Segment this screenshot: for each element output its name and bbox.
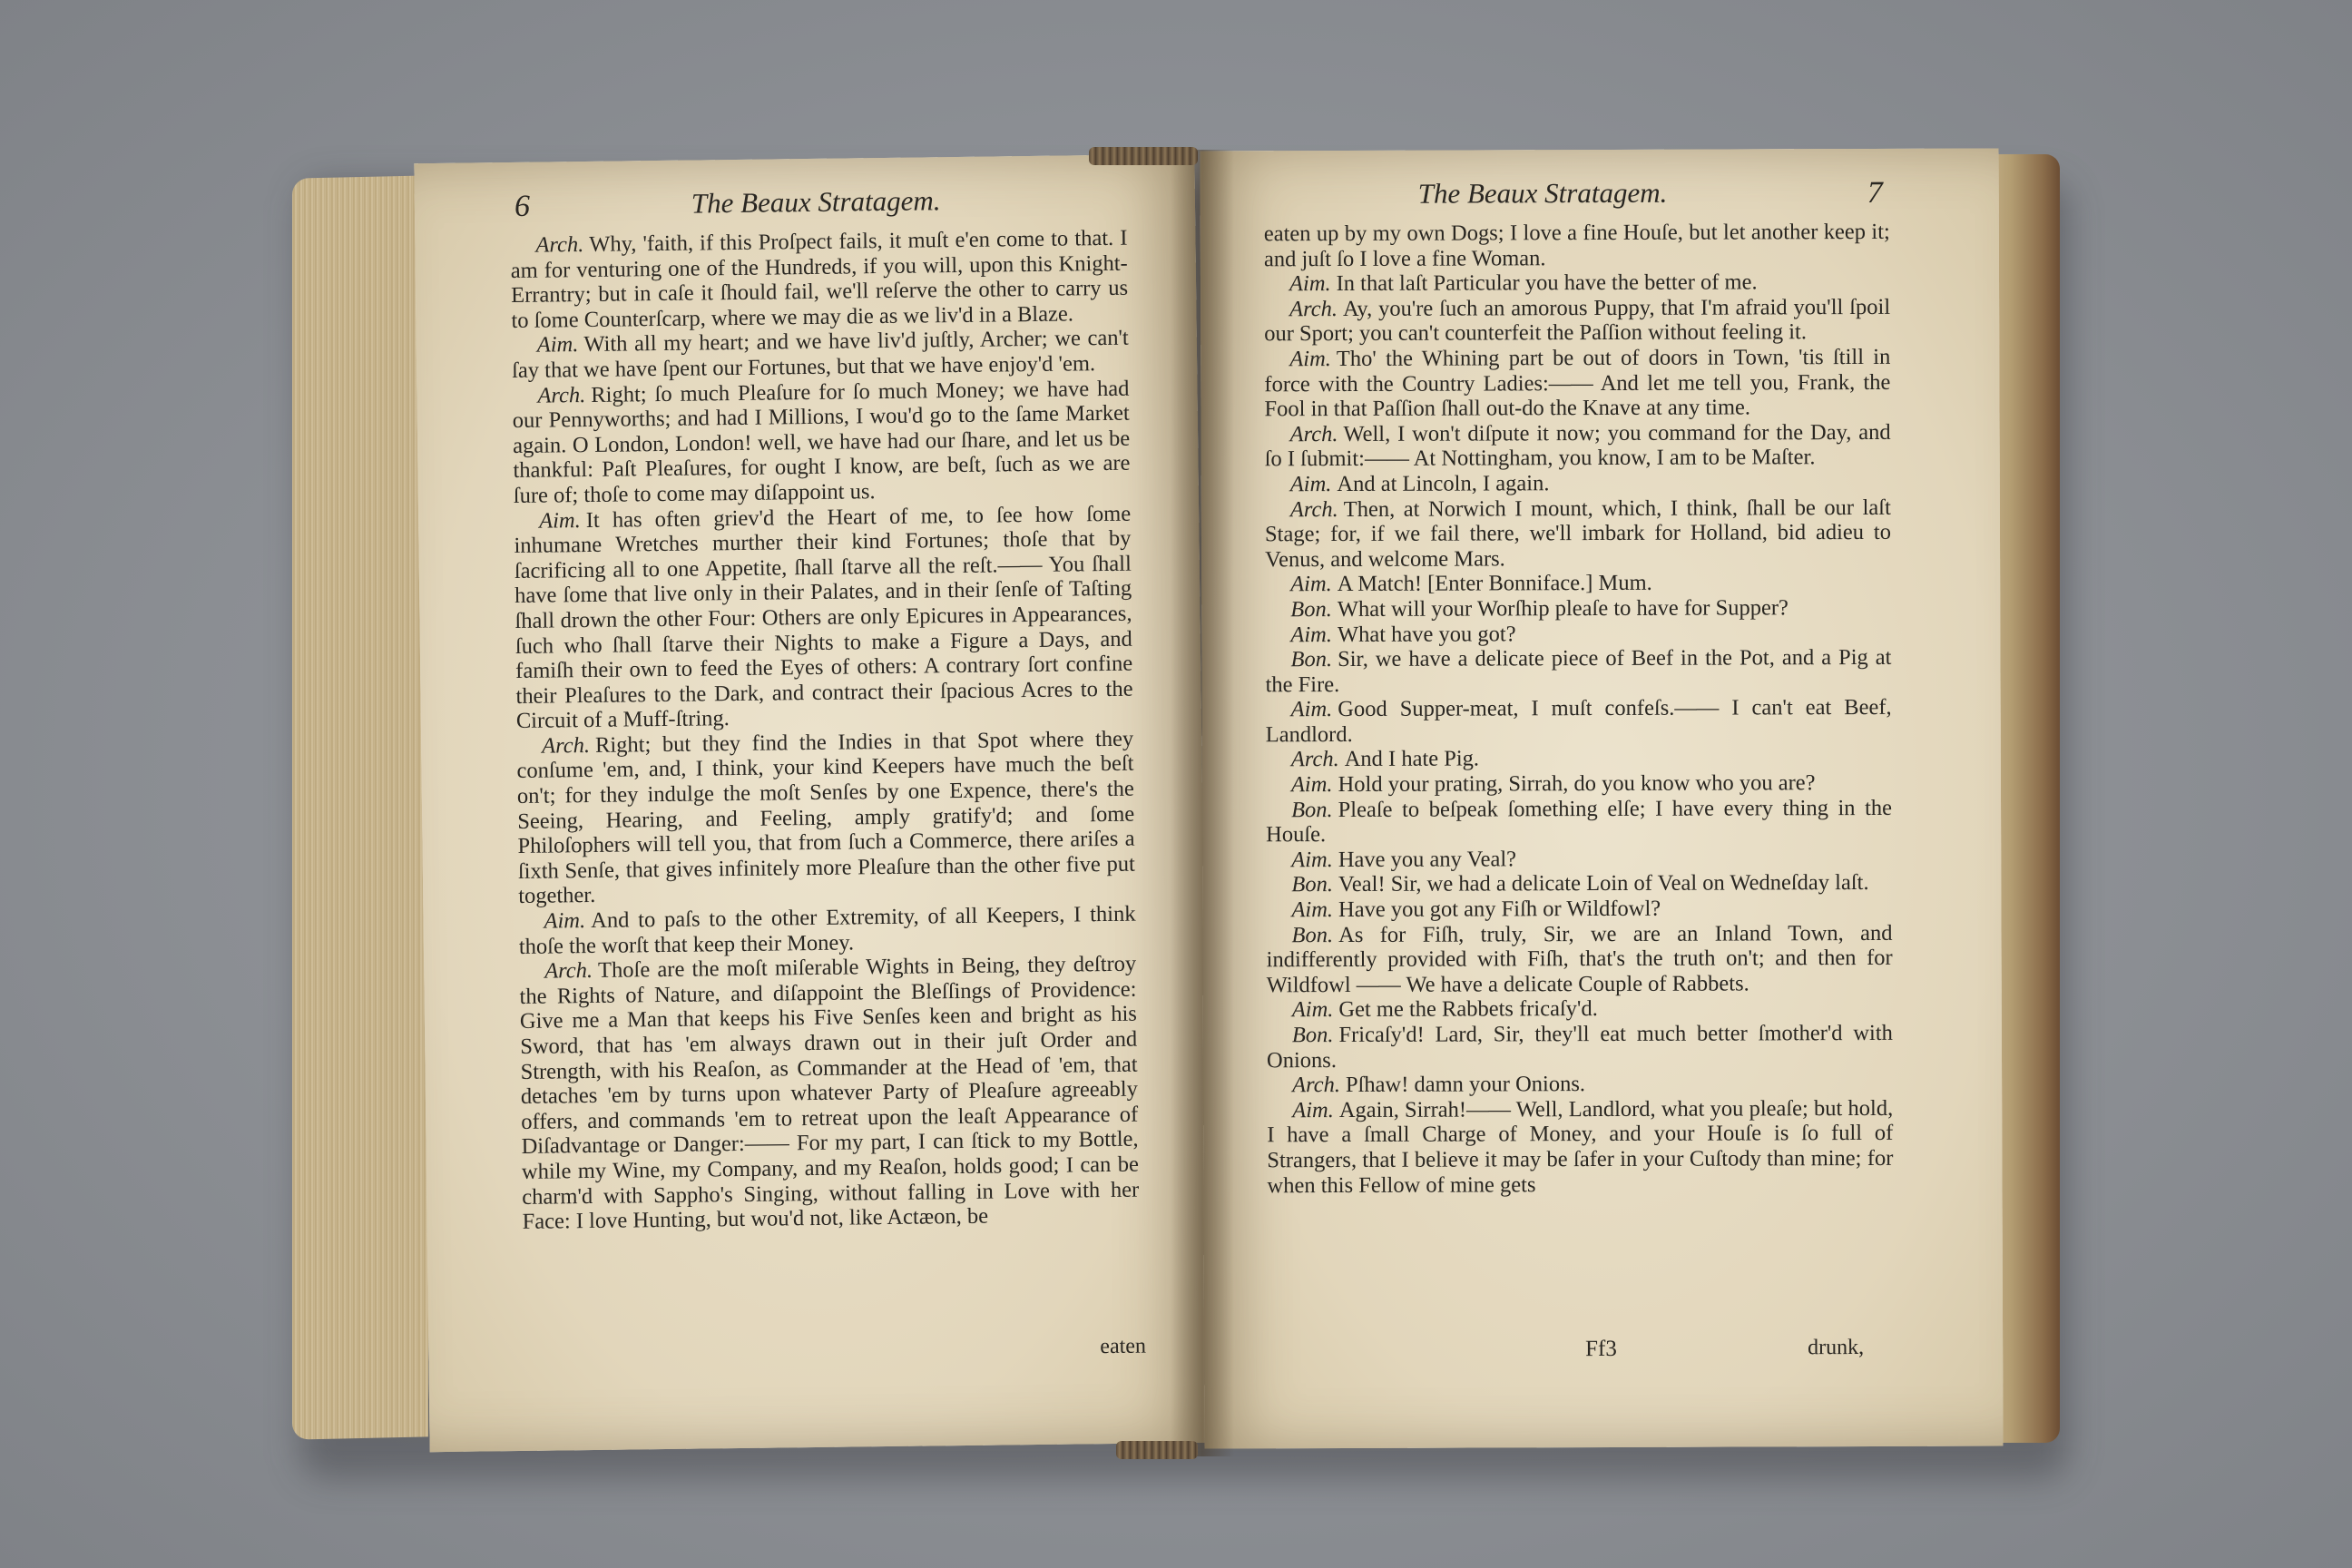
speech-text: Have you any Veal?	[1338, 847, 1517, 872]
speaker-name: Aim.	[1291, 847, 1333, 873]
left-page-edges	[292, 175, 428, 1439]
speech-text: And to paſs to the other Extremity, of all Keepers, I think thoſe the worſt that keep their Money.	[518, 901, 1136, 959]
dialogue-paragraph	[1266, 695, 1892, 748]
running-head	[1200, 175, 1999, 214]
speech-text: Tho' the Whining part be out of doors in Town, 'tis ſtill in force with the Country Ladies:—— And let me tell you, Frank, the Fool in that Paſſion ſhall out-do the Knave at any time.	[1264, 344, 1891, 422]
speaker-name: Aim.	[1290, 622, 1333, 647]
headband	[1089, 147, 1198, 165]
speaker-name: Bon.	[1290, 797, 1333, 822]
speaker-name: Arch.	[535, 232, 584, 258]
continued-text: eaten up by my own Dogs; I love a fine Houſe, but let another keep it; and juſt ſo I love a fine Woman.	[1263, 219, 1890, 271]
speaker-name: Aim.	[536, 332, 579, 358]
right-page	[1200, 148, 2004, 1448]
speech-text: Again, Sirrah!—— Well, Landlord, what you pleaſe; but hold, I have a ſmall Charge of Money, and your Houſe is ſo full of Strangers, that I believe it may be ſafer in your Cuſtody than mine; for when this Fellow of mine gets	[1267, 1095, 1894, 1198]
dialogue-paragraph	[514, 501, 1133, 734]
speech-text: Get me the Rabbets fricaſy'd.	[1338, 996, 1598, 1023]
dialogue-paragraph	[1266, 846, 1892, 873]
speaker-name: Arch.	[1292, 1073, 1340, 1098]
speech-text: Pleaſe to beſpeak ſomething elſe; I have every thing in the Houſe.	[1266, 795, 1893, 848]
speaker-name: Aim.	[1291, 997, 1334, 1023]
speaker-name: Aim.	[1290, 772, 1333, 798]
signature-mark: Ff3	[1585, 1336, 1617, 1362]
speaker-name: Arch.	[542, 732, 591, 759]
speech-text: What have you got?	[1337, 621, 1516, 647]
speech-text: And I hate Pig.	[1344, 746, 1480, 772]
dialogue-paragraph	[1265, 645, 1891, 698]
dialogue-paragraph	[1267, 1071, 1893, 1098]
dialogue-paragraph	[1265, 620, 1891, 647]
speaker-name: Arch.	[1290, 747, 1339, 772]
speech-text: Fricaſy'd! Lard, Sir, they'll eat much better ſmother'd with Onions.	[1266, 1020, 1893, 1073]
speaker-name: Aim.	[1289, 347, 1331, 372]
dialogue-paragraph	[1266, 796, 1892, 848]
speech-text: In that laſt Particular you have the better of me.	[1336, 270, 1758, 297]
tailband	[1116, 1441, 1198, 1459]
dialogue-paragraph	[1267, 1021, 1893, 1073]
speaker-name: Bon.	[1290, 647, 1333, 672]
page-number: 6	[514, 189, 531, 223]
speech-text: Well, I won't diſpute it now; you command for the Day, and ſo I ſubmit:—— At Nottingham, you know, I am to be Maſter.	[1264, 419, 1891, 472]
speaker-name: Aim.	[1290, 572, 1332, 597]
speaker-name: Arch.	[544, 958, 593, 984]
left-body-text	[510, 226, 1139, 1235]
speech-text: Have you got any Fiſh or Wildfowl?	[1338, 896, 1661, 923]
speaker-name: Arch.	[1289, 296, 1338, 321]
dialogue-paragraph	[1266, 870, 1892, 897]
dialogue-paragraph	[510, 226, 1128, 334]
speaker-name: Bon.	[1290, 596, 1332, 622]
dialogue-paragraph	[1267, 995, 1893, 1023]
speaker-name: Aim.	[1292, 1097, 1334, 1122]
speech-text: Thoſe are the moſt miſerable Wights in Being, they deſtroy the Rights of Nature, and diſappoint the Bleſſings of Providence: Give me a Man that keeps his Five Senſes keen and bright as his Sword, that has 'em always drawn out in their juſt Order and Strength, with his Reaſon, as Commander at the Head of 'em, that detaches 'em by turns upon whatever Party of Pleaſure agreeably offers, and commands 'em to retreat upon the leaſt Appearance of Diſadvantage or Danger:—— For my part, I can ſtick to my Bottle, while my Wine, my Company, and my Reaſon, holds good; I can be charm'd with Sappho's Singing, without falling in Love with her Face: I love Hunting, but wou'd not, like Actæon, be	[519, 951, 1140, 1235]
speech-text: Sir, we have a delicate piece of Beef in the Pot, and a Pig at the Fire.	[1265, 644, 1892, 697]
speaker-name: Arch.	[537, 382, 586, 408]
speaker-name: Aim.	[1289, 271, 1331, 297]
dialogue-paragraph	[1265, 495, 1891, 572]
speech-text: Right; ſo much Pleaſure for ſo much Money; we have had our Pennyworths; and had I Millions, I wou'd go to the ſame Market again. O London, London! well, we have had our ſhare, and let us be thankful: Paſt Pleaſures, for ought I know, are beſt, ſuch as we are ſure of; thoſe to come may diſappoint us.	[512, 376, 1131, 508]
speech-text: Why, 'faith, if this Proſpect fails, it muſt e'en come to that. I am for venturing one of the Hundreds, if you will, upon this Knight-Errantry; but in caſe it ſhould fail, we'll reſerve the other to carry us to ſome Counterſcarp, where we may die as we liv'd in a Blaze.	[510, 225, 1129, 333]
running-title: The Beaux Stratagem.	[1417, 176, 1668, 210]
speech-text: Pſhaw! damn your Onions.	[1345, 1072, 1586, 1098]
dialogue-paragraph	[516, 727, 1135, 909]
speech-text: With all my heart; and we have liv'd juſtly, Archer; we can't ſay that we have ſpent our Fortunes, but that we have enjoy'd 'em.	[511, 326, 1129, 383]
page-number: 7	[1867, 175, 1883, 210]
speech-text: A Match! [Enter Bonniface.] Mum.	[1337, 571, 1652, 597]
speech-text: Good Supper-meat, I muſt confeſs.—— I can't eat Beef, Landlord.	[1265, 695, 1892, 748]
left-page	[414, 154, 1210, 1452]
dialogue-paragraph	[519, 952, 1140, 1235]
speech-text: Veal! Sir, we had a delicate Loin of Veal on Wedneſday laſt.	[1338, 870, 1869, 897]
speaker-name: Aim.	[539, 507, 581, 534]
dialogue-paragraph	[512, 376, 1131, 508]
speech-text: It has often griev'd the Heart of me, to ſee how ſome inhumane Wretches murther their kind Fortunes; thoſe that by ſacrificing all to one Appetite, ſhall ſtarve all the reſt.—— You ſhall have ſome that live only in their Palates, and in their ſenſe of Taſting ſhall drown the other Four: Others are only Epicures in Appearances, ſuch who ſhall ſtarve their Nights to make a Figure a Days, and famiſh their own to feed the Eyes of others: A contrary ſort confine their Pleaſures to the Dark, and contract their ſpacious Acres to the Circuit of a Muff-ſtring.	[514, 501, 1133, 734]
dialogue-paragraph	[1266, 896, 1892, 923]
book-gutter	[1171, 150, 1234, 1456]
speaker-name: Bon.	[1291, 922, 1334, 947]
running-title: The Beaux Stratagem.	[691, 184, 941, 220]
dialogue-paragraph	[1264, 270, 1890, 297]
speaker-name: Aim.	[544, 908, 586, 934]
speech-text: Hold your prating, Sirrah, do you know who you are?	[1338, 770, 1816, 798]
speaker-name: Aim.	[1289, 471, 1332, 497]
speaker-name: Bon.	[1291, 872, 1333, 897]
speech-text: Ay, you're ſuch an amorous Puppy, that I'm afraid you'll ſpoil our Sport; you can't counterfeit the Paſſion without feeling it.	[1264, 294, 1891, 347]
dialogue-paragraph	[1264, 345, 1890, 422]
speaker-name: Bon.	[1291, 1023, 1334, 1048]
speaker-name: Arch.	[1289, 496, 1338, 522]
speaker-name: Aim.	[1291, 897, 1334, 923]
dialogue-paragraph	[1265, 470, 1891, 497]
dialogue-paragraph	[512, 326, 1130, 383]
dialogue-paragraph	[1266, 770, 1892, 798]
dialogue-paragraph	[1265, 595, 1891, 622]
speech-text: And at Lincoln, I again.	[1337, 471, 1550, 496]
dialogue-paragraph	[1265, 420, 1891, 473]
catchword: eaten	[1100, 1334, 1147, 1359]
dialogue-paragraph	[1265, 570, 1891, 597]
speaker-name: Aim.	[1290, 697, 1333, 722]
speech-text: What will your Worſhip pleaſe to have for Supper?	[1337, 595, 1788, 622]
speech-text: Right; but they find the Indies in that Spot where they conſume 'em, and, I think, your kind Keepers have much the beſt on't; for they indulge the moſt Senſes by one Expence, there's the Seeing, Hearing, and Feeling, amply gratify'd; and ſome Philoſophers will tell you, that from ſuch a Commerce, there ariſes a ſixth Senſe, that gives infinitely more Pleaſure than the other five put together.	[516, 726, 1136, 909]
speech-text: Then, at Norwich I mount, which, I think, ſhall be our laſt Stage; for, if we fail there, we'll imbark for Holland, bid adieu to Venus, and welcome Mars.	[1264, 495, 1892, 573]
speaker-name: Arch.	[1289, 421, 1338, 446]
right-body-text	[1264, 220, 1894, 1199]
dialogue-paragraph	[1266, 745, 1892, 772]
running-head	[415, 181, 1195, 228]
dialogue-paragraph	[1264, 295, 1890, 348]
speech-text: As for Fiſh, truly, Sir, we are an Inland Town, and indifferently provided with Fiſh, that's the truth on't; and then for Wildfowl —— We have a delicate Couple of Rabbets.	[1266, 920, 1893, 998]
dialogue-paragraph	[518, 902, 1136, 959]
catchword: drunk,	[1808, 1335, 1865, 1360]
dialogue-paragraph	[1266, 921, 1892, 998]
dialogue-paragraph	[1267, 1096, 1893, 1199]
